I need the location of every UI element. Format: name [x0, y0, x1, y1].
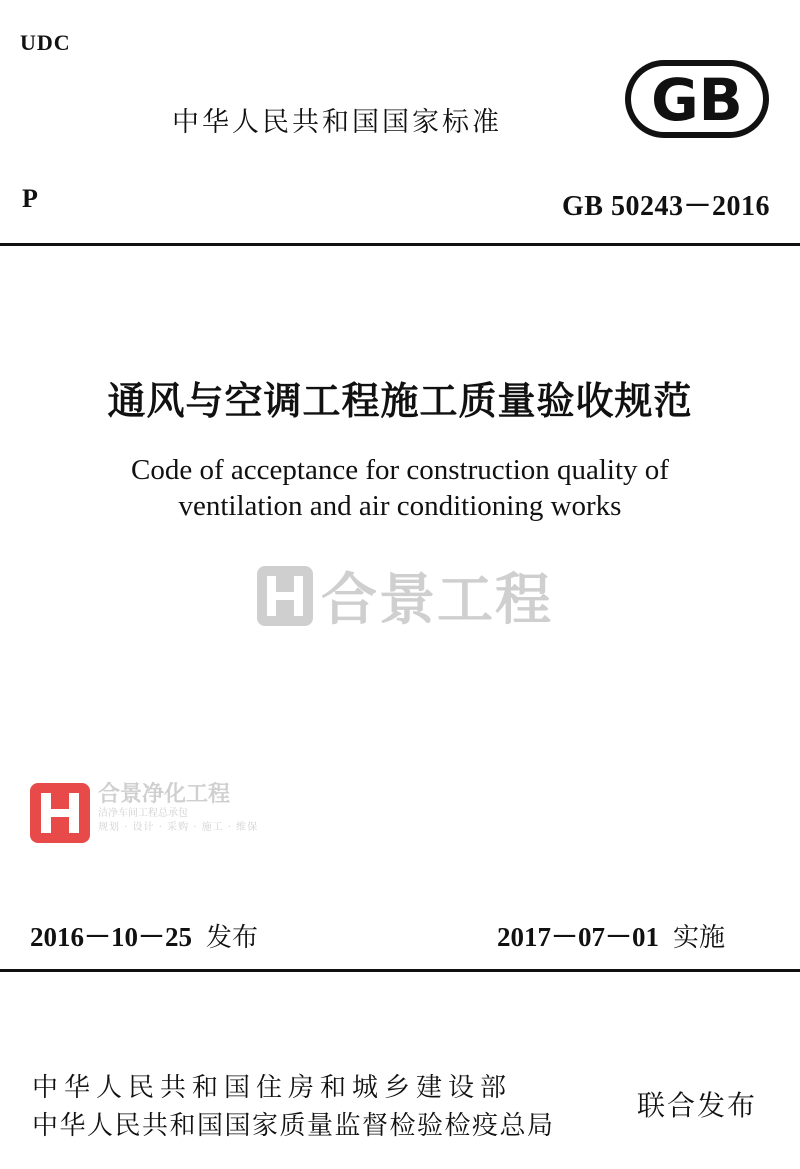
implement-date: 2017－07－01 [497, 922, 659, 952]
watermark-small-subtitle: 洁净车间工程总承包 [98, 808, 188, 819]
joint-publish-label: 联合发布 [637, 1089, 758, 1122]
gb-logo [623, 58, 771, 140]
watermark-small-title: 合景净化工程 [98, 782, 231, 807]
category-code: P [22, 184, 38, 213]
title-english-line1: Code of acceptance for construction quality of [131, 454, 669, 486]
title-chinese: 通风与空调工程施工质量验收规范 [107, 378, 693, 423]
publish-date: 2016－10－25 [30, 922, 192, 952]
watermark-large-text: 合景工程 [321, 568, 553, 633]
title-english-line2: ventilation and air conditioning works [178, 490, 622, 522]
top-divider [0, 243, 800, 246]
bottom-divider [0, 969, 800, 972]
national-standard-heading: 中华人民共和国国家标准 [172, 107, 502, 138]
issuer-ministry-housing: 中华人民共和国住房和城乡建设部 [32, 1073, 513, 1103]
publish-label: 发布 [206, 923, 259, 953]
watermark-large [257, 564, 553, 633]
watermark-small-services: 规划 · 设计 · 采购 · 施工 · 维保 [98, 822, 259, 833]
issuer-quality-administration: 中华人民共和国国家质量监督检验检疫总局 [32, 1111, 555, 1141]
udc-label: UDC [20, 30, 71, 55]
title-english [0, 452, 800, 524]
watermark-small [30, 783, 258, 843]
implement-label: 实施 [673, 923, 726, 953]
gb-logo-text: GB [651, 66, 743, 134]
standard-number: GB 50243－2016 [562, 191, 770, 222]
watermark-logo-icon [257, 566, 313, 626]
publish-date-line [30, 915, 258, 954]
implement-date-line [497, 915, 725, 954]
watermark-small-logo-icon [30, 783, 90, 843]
